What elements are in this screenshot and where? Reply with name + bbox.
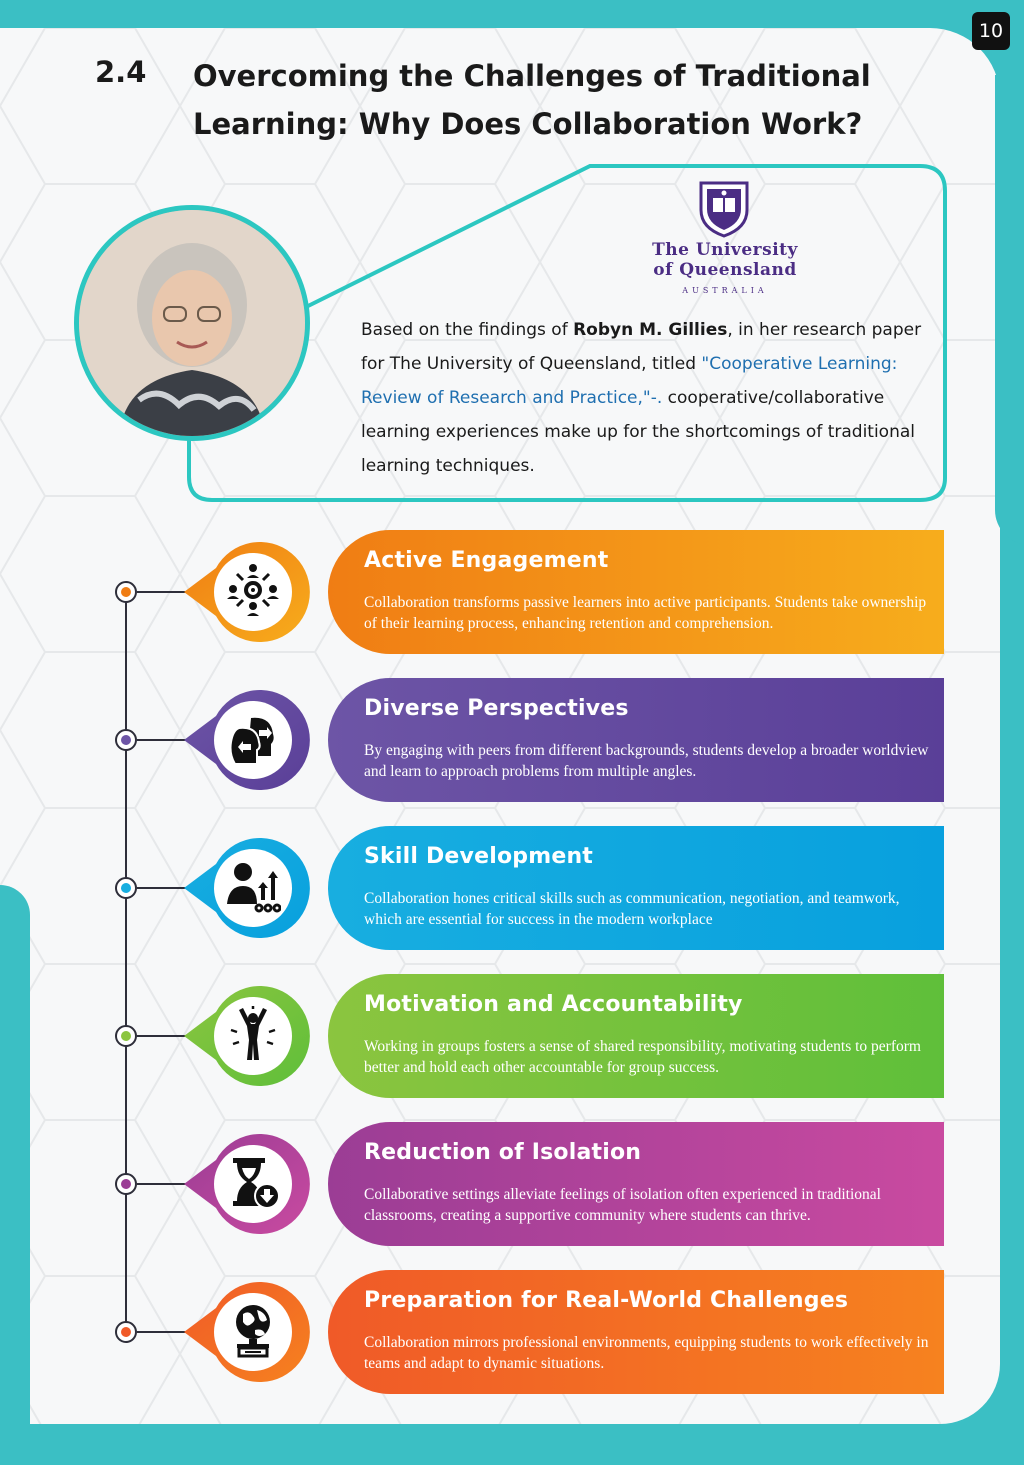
timeline-dot [115,1025,137,1047]
team-gear-icon [225,562,281,622]
benefit-text: Collaboration transforms passive learners into active participants. Students take ownership of their learning process, enhancing retention and comprehension. [364,594,927,632]
intro-middle: , in her research paper for The University of Queensland, titled [361,320,922,374]
icon-circle [214,701,292,779]
benefit-text: By engaging with peers from different backgrounds, students develop a broader worldview and learn to approach problems from multiple angles. [364,742,929,780]
icon-circle [214,849,292,927]
university-name-line1: The University [652,240,798,260]
intro-prefix: Based on the findings of [361,320,574,340]
hourglass-icon [225,1154,281,1214]
intro-paper-title: "Cooperative Learning: Review of Research and Practice,"-. [361,354,898,408]
two-heads-icon [225,710,281,770]
intro-paragraph [361,313,936,483]
university-crest-icon [698,180,750,238]
page-title: Overcoming the Challenges of Traditional Learning: Why Does Collaboration Work? [193,59,871,141]
university-country: AUSTRALIA [682,286,768,295]
globe-trophy-icon [225,1302,281,1362]
benefit-banner [328,1122,944,1246]
icon-circle [214,1293,292,1371]
benefit-banner [328,974,944,1098]
intro-author: Robyn M. Gillies [573,320,728,340]
timeline-dot [115,1173,137,1195]
benefit-title: Active Engagement [364,548,609,573]
benefit-row [0,1270,1000,1400]
benefit-text: Working in groups fosters a sense of shared responsibility, motivating students to perform better and hold each other accountable for group success. [364,1038,921,1076]
timeline-dot [115,729,137,751]
benefit-title: Diverse Perspectives [364,696,629,721]
benefit-row [0,530,1000,660]
benefit-row [0,974,1000,1104]
benefit-text: Collaborative settings alleviate feelings of isolation often experienced in traditional classrooms, creating a supportive community where students can thrive. [364,1186,881,1224]
intro-suffix: cooperative/collaborative learning experiences make up for the shortcomings of traditional learning techniques. [361,388,915,476]
section-number: 2.4 [95,55,147,89]
benefit-row [0,1122,1000,1252]
timeline-dot [115,1321,137,1343]
benefit-banner [328,1270,944,1394]
benefit-text: Collaboration mirrors professional environments, equipping students to work effectively in teams and adapt to dynamic situations. [364,1334,929,1372]
icon-circle [214,997,292,1075]
benefit-title: Reduction of Isolation [364,1140,642,1165]
benefit-banner [328,826,944,950]
icon-circle [214,553,292,631]
benefit-title: Skill Development [364,844,594,869]
benefit-row [0,826,1000,956]
benefit-text: Collaboration hones critical skills such as communication, negotiation, and teamwork, which are essential for success in the modern workplace [364,890,900,928]
benefit-banner [328,530,944,654]
benefit-title: Motivation and Accountability [364,992,743,1017]
timeline-dot [115,581,137,603]
page-number: 10 [972,12,1010,50]
benefit-banner [328,678,944,802]
icon-circle [214,1145,292,1223]
benefit-title: Preparation for Real-World Challenges [364,1288,849,1313]
university-name [620,240,830,280]
timeline-dot [115,877,137,899]
university-name-line2: of Queensland [653,260,797,280]
benefit-row [0,678,1000,808]
person-growth-icon [225,858,281,918]
motivated-person-icon [225,1006,281,1066]
